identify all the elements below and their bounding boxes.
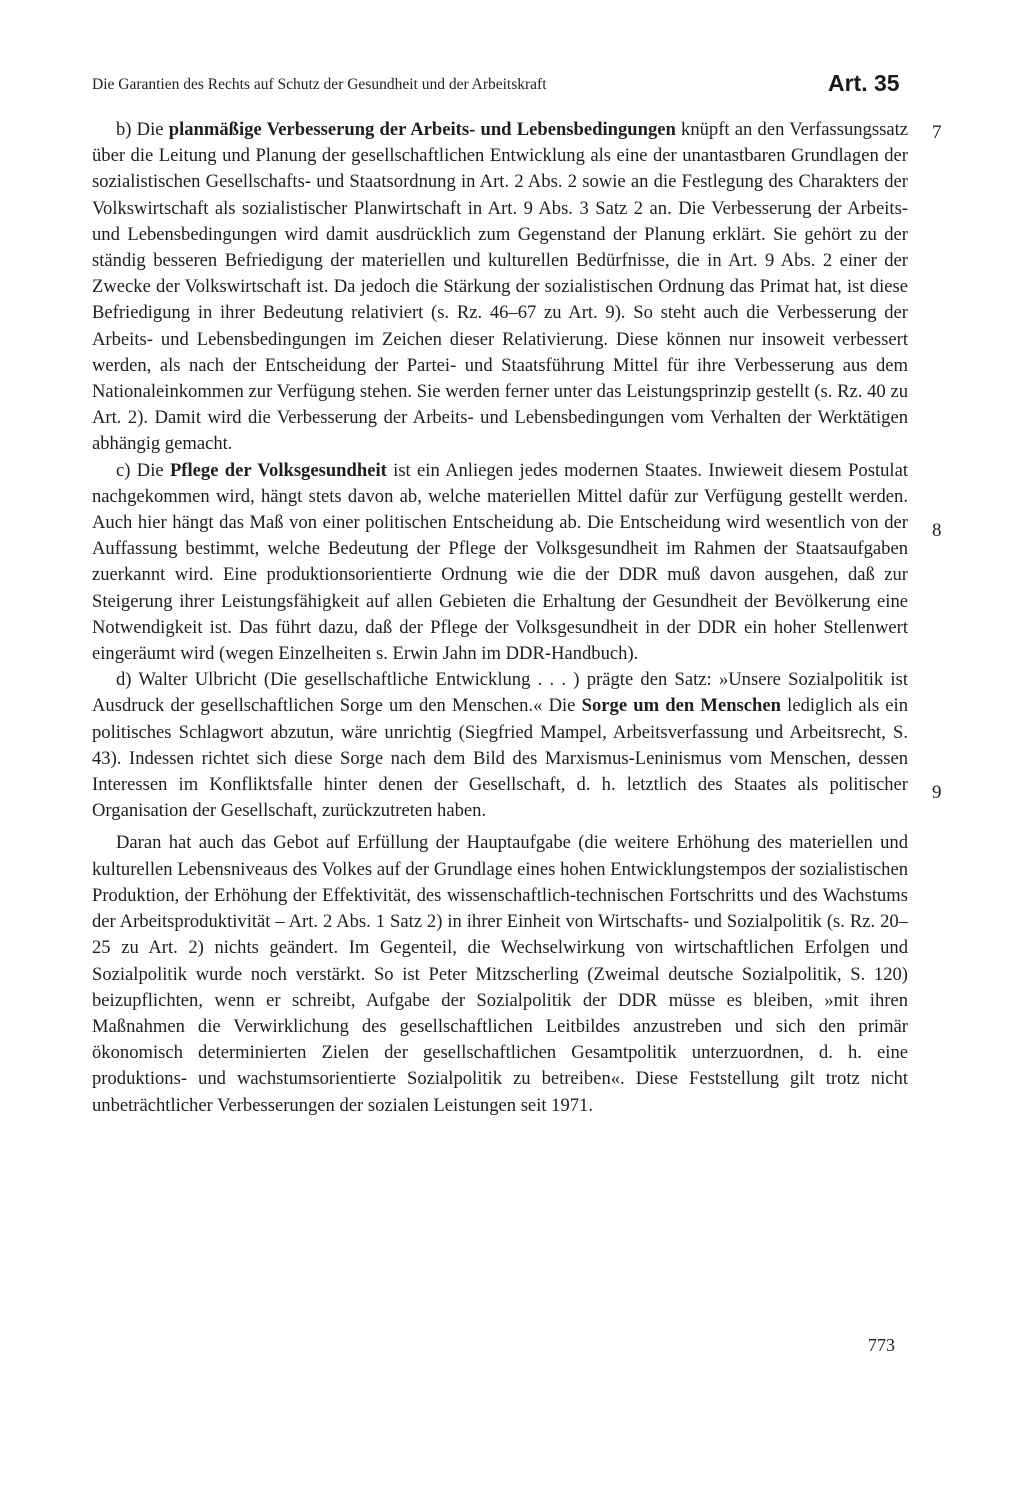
page-number: 773 [868, 1335, 895, 1355]
paragraph-text: lediglich als ein politisches Schlagwort abzutun, wäre unrichtig (Siegfried Mampel, Arbeitsverfassung und Arbeitsrecht, S. 43). Indessen richtet sich diese Sorge nach dem Bild des Marxismus-Leninismus vom Menschen, dessen Interessen im Konfliktsfalle hinter denen der Gesellschaft, d. h. letztlich des Staates als politischer Organisation der Gesellschaft, zurückzutreten haben. [92, 695, 908, 822]
paragraph-text: knüpft an den Verfassungssatz über die Leitung und Planung der gesellschaftlichen Entwicklung als eine der unantastbaren Grundlagen der sozialistischen Gesellschafts- und Staatsordnung in Art. 2 Abs. 2 sowie an die Festlegung des Charakters der Volkswirtschaft als sozialistischer Planwirtschaft in Art. 9 Abs. 3 Satz 2 an. Die Verbesserung der Arbeits- und Lebensbedingungen wird damit ausdrücklich zum Gegenstand der Planung erklärt. Sie gehört zu der ständig besseren Befriedigung der materiellen und kulturellen Bedürfnisse, die in Art. 9 Abs. 2 einer der Zwecke der Volkswirtschaft ist. Da jedoch die Stärkung der sozialistischen Ordnung das Primat hat, ist diese Befriedigung in ihrer Bedeutung relativiert (s. Rz. 46–67 zu Art. 9). So steht auch die Verbesserung der Arbeits- und Lebensbedingungen im Zeichen dieser Relativierung. Diese können nur insoweit verbessert werden, als nach der Entscheidung der Partei- und Staatsführung Mittel für ihre Verbesserung aus dem Nationaleinkommen zur Verfügung stehen. Sie werden ferner unter das Leistungsprinzip gestellt (s. Rz. 40 zu Art. 2). Damit wird die Verbesserung der Arbeits- und Lebensbedingungen vom Verhalten der Werktätigen abhängig gemacht. [92, 119, 908, 455]
emphasis: Pflege der Volksgesundheit [169, 459, 387, 481]
article-label: Art. 35 [828, 70, 900, 96]
paragraph-hauptaufgabe [92, 830, 908, 1118]
emphasis: planmäßige Verbesserung der Arbeits- und Lebensbedingungen [168, 119, 676, 140]
paragraph-b [92, 117, 908, 458]
margin-number: 8 [932, 520, 942, 541]
paragraph-prefix: c) Die [116, 459, 170, 481]
paragraph-prefix: d) Walter Ulbricht (Die gesellschaftliche Entwicklung . . . ) prägte den Satz: »Unsere Sozialpolitik ist Ausdruck der gesellschaftlichen Sorge um den Menschen.« Die [92, 669, 908, 717]
paragraph-prefix: b) Die [116, 119, 169, 140]
margin-number: 7 [932, 122, 942, 143]
emphasis: Sorge um den Menschen [581, 695, 781, 717]
paragraph-d [92, 667, 908, 824]
running-head: Die Garantien des Rechts auf Schutz der Gesundheit und der Arbeitskraft [92, 76, 547, 93]
body-text [92, 117, 908, 1119]
margin-number: 9 [932, 782, 942, 803]
paragraph-c [92, 458, 908, 668]
paragraph-prefix: Daran hat auch das Gebot auf Erfüllung der Hauptaufgabe (die weitere Erhöhung des materiellen und kulturellen Lebensniveaus des Volkes auf der Grundlage eines hohen Entwicklungstempos der sozialistischen Produktion, der Erhöhung der Effektivität, des wissenschaftlich-technischen Fortschritts und des Wachstums der Arbeitsproduktivität – Art. 2 Abs. 1 Satz 2) in ihrer Einheit von Wirtschafts- und Sozialpolitik (s. Rz. 20–25 zu Art. 2) nichts geändert. Im Gegenteil, die Wechselwirkung von wirtschaftlichen Erfolgen und Sozialpolitik wurde noch verstärkt. So ist Peter Mitzscherling (Zweimal deutsche Sozialpolitik, S. 120) beizupflichten, wenn er schreibt, Aufgabe der Sozialpolitik der DDR müsse es bleiben, »mit ihren Maßnahmen die Verwirklichung des gesellschaftlichen Leitbildes anzustreben und sich den primär ökonomisch determinierten Zielen der gesellschaftlichen Gesamtpolitik unterzuordnen, d. h. eine produktions- und wachstumsorientierte Sozialpolitik zu betreiben«. Diese Feststellung gilt trotz nicht unbeträchtlicher Verbesserungen der sozialen Leistungen seit 1971. [92, 832, 908, 1116]
paragraph-text: ist ein Anliegen jedes modernen Staates. Inwieweit diesem Postulat nachgekommen wird, hängt stets davon ab, welche materiellen Mittel dafür zur Verfügung gestellt werden. Auch hier hängt das Maß von einer politischen Entscheidung ab. Die Entscheidung wird wesentlich von der Auffassung bestimmt, welche Bedeutung der Pflege der Volksgesundheit im Rahmen der Staatsaufgaben zuerkannt wird. Eine produktionsorientierte Ordnung wie die der DDR muß davon ausgehen, daß zur Steigerung ihrer Leistungsfähigkeit auf allen Gebieten die Erhaltung der Gesundheit der Bevölkerung eine Notwendigkeit ist. Das führt dazu, daß der Pflege der Volksgesundheit in der DDR ein hoher Stellenwert eingeräumt wird (wegen Einzelheiten s. Erwin Jahn im DDR-Handbuch). [92, 459, 908, 665]
